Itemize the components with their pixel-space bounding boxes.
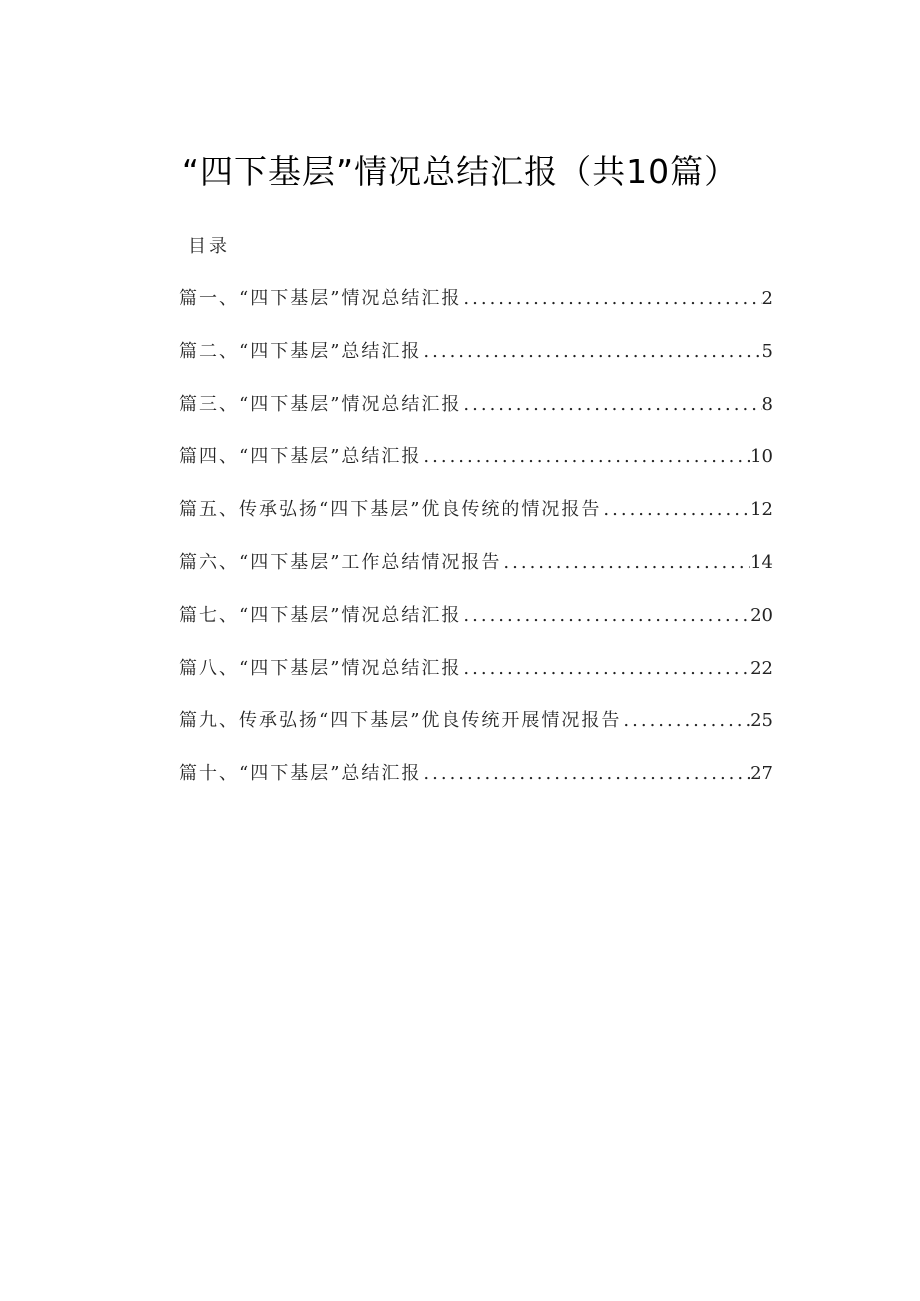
toc-dot-leader (421, 761, 750, 787)
toc-dot-leader (501, 550, 750, 576)
toc-page-number: 12 (750, 499, 773, 521)
toc-entry-10[interactable] (179, 761, 773, 814)
toc-page-number: 5 (761, 340, 773, 362)
toc-entry-label: 篇十、“四下基层”总结汇报 (179, 763, 422, 785)
toc-entry-3[interactable] (179, 392, 773, 445)
toc-page-number: 10 (750, 446, 773, 468)
toc-entry-1[interactable] (179, 286, 773, 339)
toc-page-number: 2 (761, 288, 773, 309)
toc-dot-leader (601, 497, 750, 523)
document-title: “四下基层”情况总结汇报（共10篇） (181, 152, 739, 191)
toc-entry-9[interactable] (179, 708, 773, 761)
toc-page-number: 8 (761, 393, 773, 415)
toc-entry-label: 篇九、传承弘扬“四下基层”优良传统开展情况报告 (179, 710, 622, 732)
toc-dot-leader (461, 603, 750, 629)
table-of-contents (179, 286, 773, 814)
toc-dot-leader (461, 656, 750, 682)
toc-dot-leader (461, 392, 761, 418)
toc-dot-leader (421, 339, 761, 365)
toc-entry-2[interactable] (179, 339, 773, 392)
toc-entry-4[interactable] (179, 444, 773, 497)
toc-entry-label: 篇七、“四下基层”情况总结汇报 (179, 604, 462, 626)
toc-page-number: 27 (750, 763, 773, 785)
toc-entry-label: 篇二、“四下基层”总结汇报 (179, 340, 422, 362)
toc-entry-label: 篇一、“四下基层”情况总结汇报 (179, 288, 462, 309)
toc-page-number: 14 (750, 551, 773, 573)
toc-dot-leader (421, 444, 750, 470)
toc-page-number: 22 (750, 657, 773, 679)
toc-dot-leader (621, 708, 750, 734)
toc-entry-5[interactable] (179, 497, 773, 550)
toc-page-number: 20 (750, 604, 773, 626)
toc-entry-label: 篇四、“四下基层”总结汇报 (179, 446, 422, 468)
toc-entry-label: 篇六、“四下基层”工作总结情况报告 (179, 551, 502, 573)
toc-entry-6[interactable] (179, 550, 773, 603)
toc-entry-8[interactable] (179, 656, 773, 709)
toc-entry-7[interactable] (179, 603, 773, 656)
toc-dot-leader (461, 286, 761, 312)
toc-entry-label: 篇五、传承弘扬“四下基层”优良传统的情况报告 (179, 499, 602, 521)
toc-entry-label: 篇三、“四下基层”情况总结汇报 (179, 393, 462, 415)
toc-entry-label: 篇八、“四下基层”情况总结汇报 (179, 657, 462, 679)
toc-heading: 目录 (188, 236, 230, 257)
toc-page-number: 25 (750, 710, 773, 732)
